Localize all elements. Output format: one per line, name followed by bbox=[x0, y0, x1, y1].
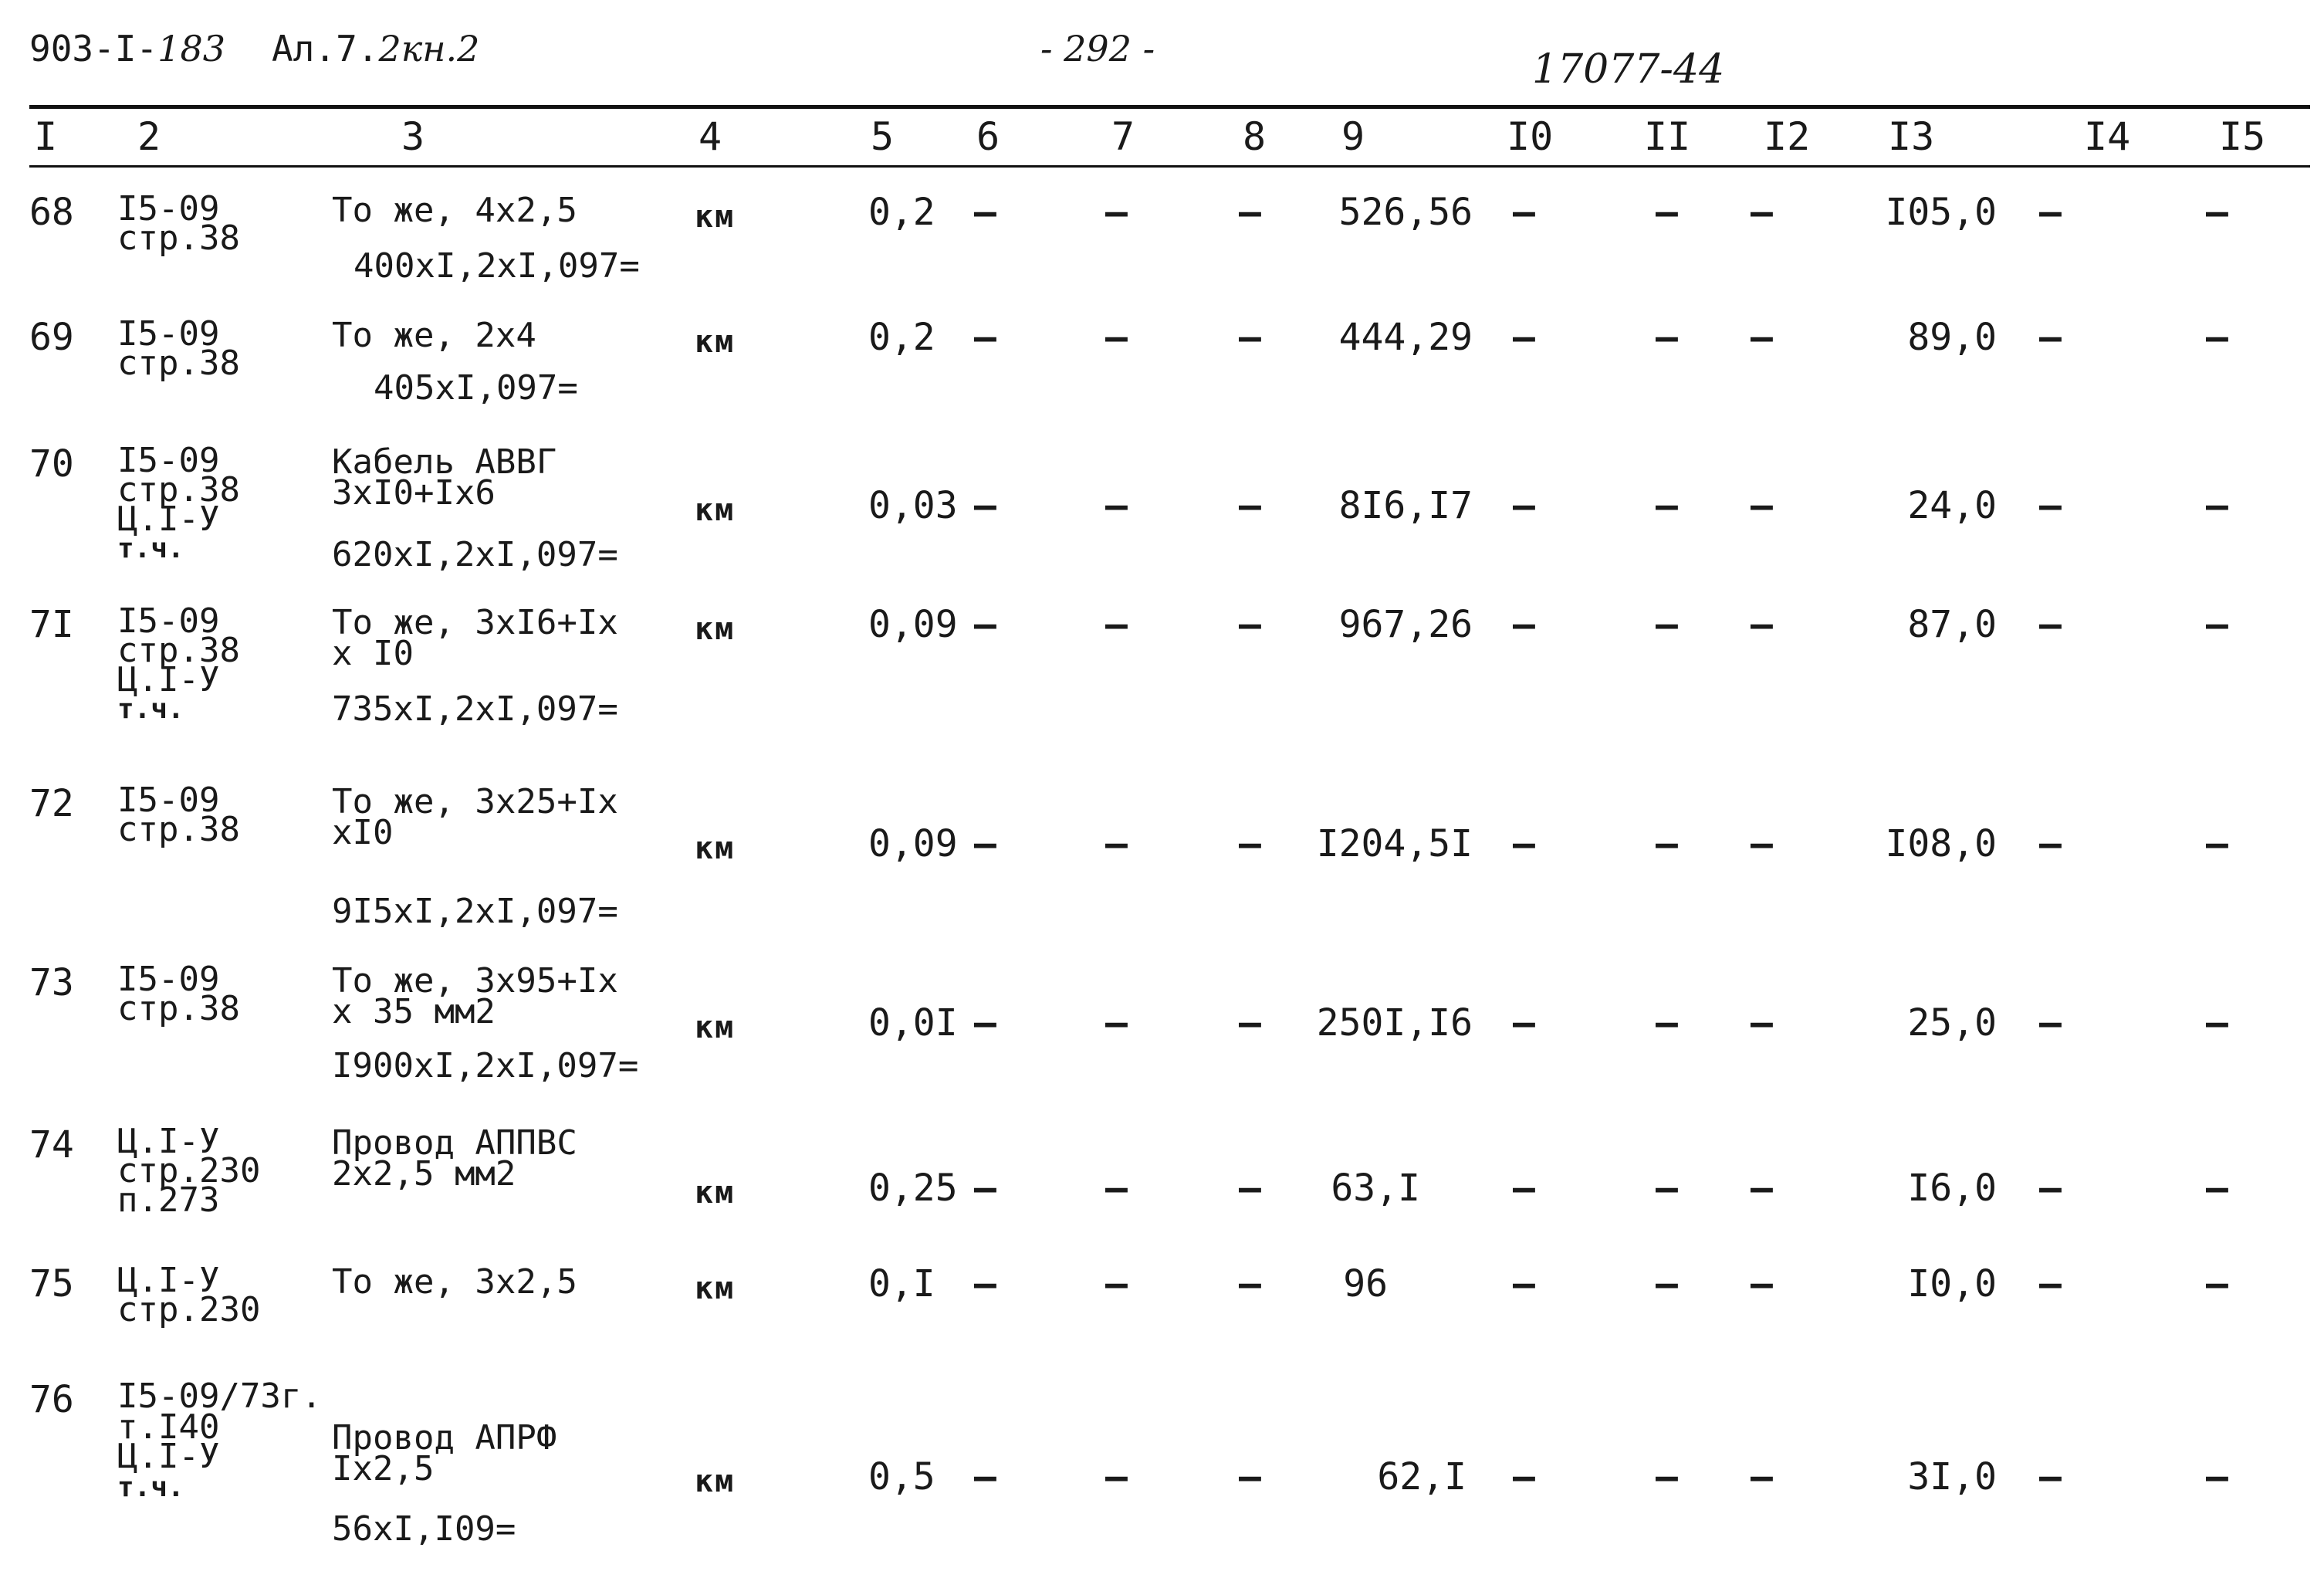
col8-empty: – bbox=[1239, 484, 1261, 527]
ref-line: т.I40 bbox=[117, 1407, 220, 1447]
col10-empty: – bbox=[1513, 1001, 1535, 1045]
col6-empty: – bbox=[974, 603, 996, 646]
col8-empty: – bbox=[1239, 1455, 1261, 1498]
col14-empty: – bbox=[2039, 822, 2062, 865]
unit: км bbox=[695, 324, 736, 360]
row-number: 74 bbox=[29, 1123, 74, 1167]
total-cost: I6,0 bbox=[1907, 1167, 1997, 1210]
ref-line: стр.230 bbox=[117, 1290, 261, 1329]
column-number: 9 bbox=[1341, 114, 1365, 159]
unit: км bbox=[695, 1175, 736, 1211]
col11-empty: – bbox=[1656, 1001, 1678, 1045]
ref-line: стр.38 bbox=[117, 989, 240, 1028]
ref-line: I5-09 bbox=[117, 781, 220, 820]
description-line: хI0 bbox=[332, 813, 394, 852]
col15-empty: – bbox=[2206, 1262, 2228, 1305]
col14-empty: – bbox=[2039, 316, 2062, 359]
col11-empty: – bbox=[1656, 1167, 1678, 1210]
col12-empty: – bbox=[1751, 1167, 1773, 1210]
col7-empty: – bbox=[1105, 484, 1128, 527]
total-cost: 87,0 bbox=[1907, 603, 1997, 646]
col8-empty: – bbox=[1239, 1001, 1261, 1045]
col12-empty: – bbox=[1751, 1262, 1773, 1305]
series-handwritten-number: 183 bbox=[157, 28, 225, 69]
column-number: 5 bbox=[871, 114, 895, 159]
description-line: То же, 3х95+Iх bbox=[332, 961, 618, 1001]
col12-empty: – bbox=[1751, 316, 1773, 359]
col15-empty: – bbox=[2206, 191, 2228, 234]
col7-empty: – bbox=[1105, 1455, 1128, 1498]
column-number: I3 bbox=[1888, 114, 1935, 159]
ref-line: Ц.I-У bbox=[117, 1261, 220, 1300]
col11-empty: – bbox=[1656, 484, 1678, 527]
description-line: 2х2,5 мм2 bbox=[332, 1154, 516, 1194]
row-number: 72 bbox=[29, 782, 74, 825]
col10-empty: – bbox=[1513, 484, 1535, 527]
unit-cost: 96 bbox=[1343, 1262, 1388, 1305]
header-rule-bottom bbox=[29, 165, 2310, 168]
col12-empty: – bbox=[1751, 603, 1773, 646]
document-code: 17077-44 bbox=[1532, 46, 1725, 93]
price-calculation: 400хI,2хI,097= bbox=[354, 246, 640, 286]
unit: км bbox=[695, 831, 736, 866]
column-number: I5 bbox=[2219, 114, 2266, 159]
col10-empty: – bbox=[1513, 191, 1535, 234]
row-number: 7I bbox=[29, 603, 74, 646]
total-cost: I05,0 bbox=[1885, 191, 1997, 234]
quantity: 0,I bbox=[868, 1262, 935, 1305]
column-number: 3 bbox=[401, 114, 425, 159]
unit: км bbox=[695, 1271, 736, 1306]
col14-empty: – bbox=[2039, 484, 2062, 527]
col7-empty: – bbox=[1105, 603, 1128, 646]
description-line: То же, 2х4 bbox=[332, 316, 536, 355]
description-line: То же, 4х2,5 bbox=[332, 191, 577, 230]
column-number: I4 bbox=[2084, 114, 2131, 159]
ref-line: п.273 bbox=[117, 1180, 220, 1220]
ref-line: I5-09/73г. bbox=[117, 1377, 322, 1416]
total-cost: 25,0 bbox=[1907, 1001, 1997, 1045]
col6-empty: – bbox=[974, 1262, 996, 1305]
col10-empty: – bbox=[1513, 1262, 1535, 1305]
price-calculation: 735хI,2хI,097= bbox=[332, 689, 618, 729]
unit-cost: I204,5I bbox=[1316, 822, 1473, 865]
description-line: 3хI0+Iх6 bbox=[332, 473, 496, 513]
description-line: Кабель АВВГ bbox=[332, 442, 557, 482]
price-calculation: I900хI,2хI,097= bbox=[332, 1046, 639, 1085]
col6-empty: – bbox=[974, 191, 996, 234]
col12-empty: – bbox=[1751, 484, 1773, 527]
col7-empty: – bbox=[1105, 1167, 1128, 1210]
column-number: II bbox=[1644, 114, 1691, 159]
ref-line: I5-09 bbox=[117, 189, 220, 229]
col7-empty: – bbox=[1105, 316, 1128, 359]
column-number: 7 bbox=[1111, 114, 1135, 159]
col12-empty: – bbox=[1751, 191, 1773, 234]
col8-empty: – bbox=[1239, 316, 1261, 359]
unit: км bbox=[695, 199, 736, 235]
unit-cost: 8I6,I7 bbox=[1338, 484, 1473, 527]
col12-empty: – bbox=[1751, 1455, 1773, 1498]
col10-empty: – bbox=[1513, 1167, 1535, 1210]
ref-line: Ц.I-У bbox=[117, 1122, 220, 1161]
unit-cost: 62,I bbox=[1377, 1455, 1466, 1498]
total-cost: I08,0 bbox=[1885, 822, 1997, 865]
quantity: 0,09 bbox=[868, 603, 958, 646]
col11-empty: – bbox=[1656, 316, 1678, 359]
col14-empty: – bbox=[2039, 603, 2062, 646]
total-cost: 3I,0 bbox=[1907, 1455, 1997, 1498]
col11-empty: – bbox=[1656, 1455, 1678, 1498]
col6-empty: – bbox=[974, 484, 996, 527]
col15-empty: – bbox=[2206, 822, 2228, 865]
col10-empty: – bbox=[1513, 1455, 1535, 1498]
col7-empty: – bbox=[1105, 822, 1128, 865]
col15-empty: – bbox=[2206, 603, 2228, 646]
col15-empty: – bbox=[2206, 1167, 2228, 1210]
col14-empty: – bbox=[2039, 1001, 2062, 1045]
ref-line: I5-09 bbox=[117, 314, 220, 354]
description-line: Iх2,5 bbox=[332, 1449, 435, 1488]
quantity: 0,0I bbox=[868, 1001, 958, 1045]
quantity: 0,2 bbox=[868, 191, 935, 234]
price-calculation: 405хI,097= bbox=[374, 368, 578, 408]
col8-empty: – bbox=[1239, 822, 1261, 865]
col14-empty: – bbox=[2039, 1455, 2062, 1498]
description-line: То же, 3х25+Iх bbox=[332, 782, 618, 821]
col15-empty: – bbox=[2206, 316, 2228, 359]
price-calculation: 620хI,2хI,097= bbox=[332, 535, 618, 574]
header-rule-top bbox=[29, 105, 2310, 109]
column-number: 6 bbox=[976, 114, 1000, 159]
ref-line: Ц.I-У bbox=[117, 1437, 220, 1476]
description-line: Провод АПРФ bbox=[332, 1418, 557, 1458]
description-line: То же, 3х2,5 bbox=[332, 1262, 577, 1302]
ref-line: стр.38 bbox=[117, 470, 240, 510]
col8-empty: – bbox=[1239, 1262, 1261, 1305]
price-calculation: 56хI,I09= bbox=[332, 1509, 516, 1549]
col8-empty: – bbox=[1239, 191, 1261, 234]
ref-line: т.ч. bbox=[117, 1471, 184, 1503]
row-number: 73 bbox=[29, 961, 74, 1004]
col8-empty: – bbox=[1239, 1167, 1261, 1210]
series-code: 903-I- bbox=[29, 28, 158, 69]
col6-empty: – bbox=[974, 316, 996, 359]
unit: км bbox=[695, 1010, 736, 1045]
row-number: 69 bbox=[29, 316, 74, 359]
col7-empty: – bbox=[1105, 1262, 1128, 1305]
col15-empty: – bbox=[2206, 1001, 2228, 1045]
ref-line: I5-09 bbox=[117, 441, 220, 480]
description-line: То же, 3хI6+Iх bbox=[332, 603, 618, 642]
col15-empty: – bbox=[2206, 1455, 2228, 1498]
unit-cost: 250I,I6 bbox=[1316, 1001, 1473, 1045]
col11-empty: – bbox=[1656, 191, 1678, 234]
col7-empty: – bbox=[1105, 1001, 1128, 1045]
quantity: 0,09 bbox=[868, 822, 958, 865]
column-number: I0 bbox=[1507, 114, 1554, 159]
description-line: Провод АППВС bbox=[332, 1123, 577, 1163]
col14-empty: – bbox=[2039, 1167, 2062, 1210]
album-handwritten-part: 2кн.2 bbox=[378, 28, 480, 69]
unit: км bbox=[695, 493, 736, 528]
ref-line: Ц.I-У bbox=[117, 660, 220, 699]
unit-cost: 63,I bbox=[1331, 1167, 1420, 1210]
col10-empty: – bbox=[1513, 316, 1535, 359]
col14-empty: – bbox=[2039, 1262, 2062, 1305]
page-number: - 292 - bbox=[1040, 28, 1155, 69]
col7-empty: – bbox=[1105, 191, 1128, 234]
description-line: х I0 bbox=[332, 634, 414, 673]
quantity: 0,2 bbox=[868, 316, 935, 359]
unit-cost: 526,56 bbox=[1338, 191, 1473, 234]
col11-empty: – bbox=[1656, 822, 1678, 865]
col12-empty: – bbox=[1751, 1001, 1773, 1045]
ref-line: I5-09 bbox=[117, 601, 220, 641]
ref-line: стр.38 bbox=[117, 810, 240, 849]
unit-cost: 967,26 bbox=[1338, 603, 1473, 646]
document-series bbox=[29, 28, 479, 69]
column-number: 4 bbox=[699, 114, 722, 159]
col8-empty: – bbox=[1239, 603, 1261, 646]
ref-line: стр.230 bbox=[117, 1151, 261, 1190]
col12-empty: – bbox=[1751, 822, 1773, 865]
row-number: 75 bbox=[29, 1262, 74, 1305]
ref-line: стр.38 bbox=[117, 218, 240, 258]
ref-line: стр.38 bbox=[117, 631, 240, 670]
unit: км bbox=[695, 1464, 736, 1499]
column-number-header bbox=[0, 114, 2324, 164]
row-number: 70 bbox=[29, 442, 74, 486]
column-number: I bbox=[34, 114, 58, 159]
ref-line: Ц.I-У bbox=[117, 499, 220, 539]
ref-line: т.ч. bbox=[117, 693, 184, 725]
col14-empty: – bbox=[2039, 191, 2062, 234]
column-number: 8 bbox=[1243, 114, 1267, 159]
col11-empty: – bbox=[1656, 603, 1678, 646]
row-number: 76 bbox=[29, 1378, 74, 1421]
col15-empty: – bbox=[2206, 484, 2228, 527]
col11-empty: – bbox=[1656, 1262, 1678, 1305]
unit: км bbox=[695, 611, 736, 647]
total-cost: 89,0 bbox=[1907, 316, 1997, 359]
quantity: 0,03 bbox=[868, 484, 958, 527]
total-cost: 24,0 bbox=[1907, 484, 1997, 527]
unit-cost: 444,29 bbox=[1338, 316, 1473, 359]
col6-empty: – bbox=[974, 1455, 996, 1498]
description-line: х 35 мм2 bbox=[332, 992, 496, 1031]
album-label: Ал.7. bbox=[271, 28, 379, 69]
quantity: 0,5 bbox=[868, 1455, 935, 1498]
col6-empty: – bbox=[974, 822, 996, 865]
total-cost: I0,0 bbox=[1907, 1262, 1997, 1305]
price-calculation: 9I5хI,2хI,097= bbox=[332, 892, 618, 931]
ref-line: I5-09 bbox=[117, 960, 220, 999]
quantity: 0,25 bbox=[868, 1167, 958, 1210]
col10-empty: – bbox=[1513, 603, 1535, 646]
row-number: 68 bbox=[29, 191, 74, 234]
ref-line: стр.38 bbox=[117, 344, 240, 383]
column-number: I2 bbox=[1764, 114, 1811, 159]
col6-empty: – bbox=[974, 1001, 996, 1045]
col6-empty: – bbox=[974, 1167, 996, 1210]
ref-line: т.ч. bbox=[117, 533, 184, 564]
column-number: 2 bbox=[137, 114, 161, 159]
col10-empty: – bbox=[1513, 822, 1535, 865]
